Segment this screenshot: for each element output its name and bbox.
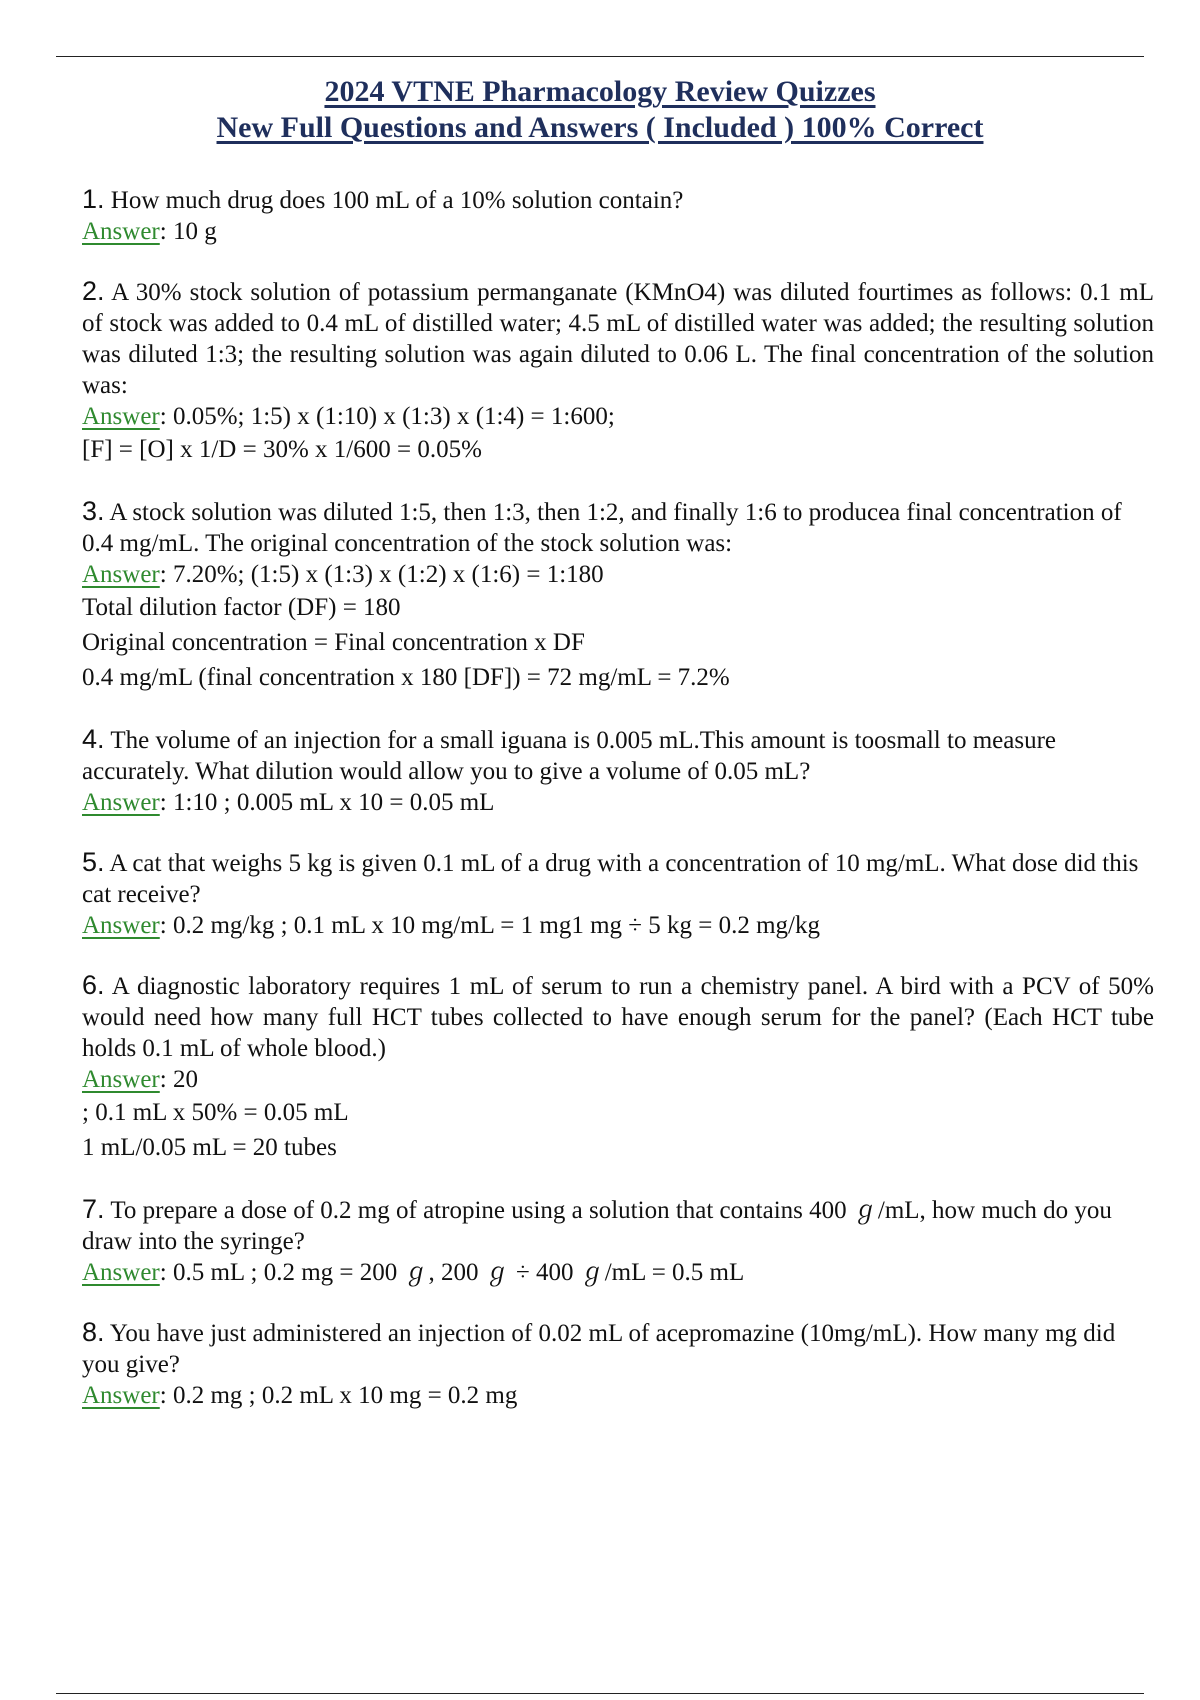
question-number: 4.	[82, 724, 105, 754]
question-7	[82, 1194, 1154, 1288]
document-title: 2024 VTNE Pharmacology Review Quizzes	[324, 75, 876, 108]
answer-label: Answer	[82, 1259, 160, 1286]
question-list	[82, 184, 1154, 1440]
question-3	[82, 496, 1154, 695]
question-text: A stock solution was diluted 1:5, then 1:3, then 1:2, and finally 1:6 to producea final concentration of 0.4 mg/mL. The original concentration of the stock solution was:	[82, 499, 1122, 557]
document-subtitle: New Full Questions and Answers ( Included ) 100% Correct	[216, 111, 984, 144]
bottom-rule	[56, 1693, 1144, 1694]
question-number: 6.	[82, 970, 105, 1000]
answer-text: : 0.05%; 1:5) x (1:10) x (1:3) x (1:4) = 1:600;	[159, 403, 615, 430]
answer-text: : 20	[159, 1066, 198, 1093]
question-4	[82, 724, 1154, 818]
answer-label: Answer	[82, 912, 160, 939]
answer-label: Answer	[82, 1382, 160, 1409]
answer-label: Answer	[82, 561, 160, 588]
answer-text: : 1:10 ; 0.005 mL x 10 = 0.05 mL	[159, 789, 495, 816]
answer-label: Answer	[82, 218, 160, 245]
answer-detail: 1 mL/0.05 mL = 20 tubes	[82, 1134, 337, 1161]
answer-text: : 7.20%; (1:5) x (1:3) x (1:2) x (1:6) = 1:180	[159, 561, 604, 588]
answer-detail: Original concentration = Final concentration x DF	[82, 629, 585, 656]
question-number: 1.	[82, 184, 105, 214]
answer-text: : 10 g	[159, 218, 217, 245]
question-5	[82, 847, 1154, 941]
question-number: 8.	[82, 1317, 105, 1347]
answer-detail: 0.4 mg/mL (final concentration x 180 [DF]) = 72 mg/mL = 7.2%	[82, 664, 730, 691]
question-1	[82, 184, 1154, 247]
answer-detail: Total dilution factor (DF) = 180	[82, 594, 401, 621]
question-number: 2.	[82, 276, 105, 306]
question-number: 3.	[82, 496, 105, 526]
question-2	[82, 276, 1154, 467]
answer-label: Answer	[82, 1066, 160, 1093]
top-rule	[56, 56, 1144, 57]
question-number: 5.	[82, 847, 105, 877]
question-6	[82, 970, 1154, 1165]
question-text: You have just administered an injection of 0.02 mL of acepromazine (10mg/mL). How many mg did you give?	[82, 1320, 1116, 1378]
question-text: A cat that weighs 5 kg is given 0.1 mL of a drug with a concentration of 10 mg/mL. What dose did this cat receive?	[82, 850, 1139, 908]
answer-text: : 0.2 mg ; 0.2 mL x 10 mg = 0.2 mg	[159, 1382, 518, 1409]
answer-label: Answer	[82, 403, 160, 430]
question-text: How much drug does 100 mL of a 10% solution contain?	[110, 187, 684, 214]
question-text: To prepare a dose of 0.2 mg of atropine using a solution that contains 400 ℊ/mL, how much do you draw into the syringe?	[82, 1197, 1112, 1255]
question-text: A diagnostic laboratory requires 1 mL of serum to run a chemistry panel. A bird with a PCV of 50% would need how many full HCT tubes collected to have enough serum for the panel? (Each HCT tube holds 0.1 mL of whole blood.)	[82, 973, 1154, 1062]
question-8	[82, 1317, 1154, 1411]
question-number: 7.	[82, 1194, 105, 1224]
answer-text: : 0.2 mg/kg ; 0.1 mL x 10 mg/mL = 1 mg1 mg ÷ 5 kg = 0.2 mg/kg	[159, 912, 820, 939]
document-header	[0, 74, 1200, 146]
answer-detail: [F] = [O] x 1/D = 30% x 1/600 = 0.05%	[82, 436, 482, 463]
question-text: The volume of an injection for a small iguana is 0.005 mL.This amount is toosmall to measure accurately. What dilution would allow you to give a volume of 0.05 mL?	[82, 727, 1056, 785]
answer-label: Answer	[82, 789, 160, 816]
question-text: A 30% stock solution of potassium permanganate (KMnO4) was diluted fourtimes as follows: 0.1 mL of stock was added to 0.4 mL of distilled water; 4.5 mL of distilled water was added; the resulting solution was diluted 1:3; the resulting solution was again diluted to 0.06 L. The final concentration of the solution was:	[82, 279, 1154, 399]
answer-text: : 0.5 mL ; 0.2 mg = 200 ℊ, 200 ℊ ÷ 400 ℊ/mL = 0.5 mL	[159, 1259, 745, 1286]
answer-detail: ; 0.1 mL x 50% = 0.05 mL	[82, 1099, 349, 1126]
